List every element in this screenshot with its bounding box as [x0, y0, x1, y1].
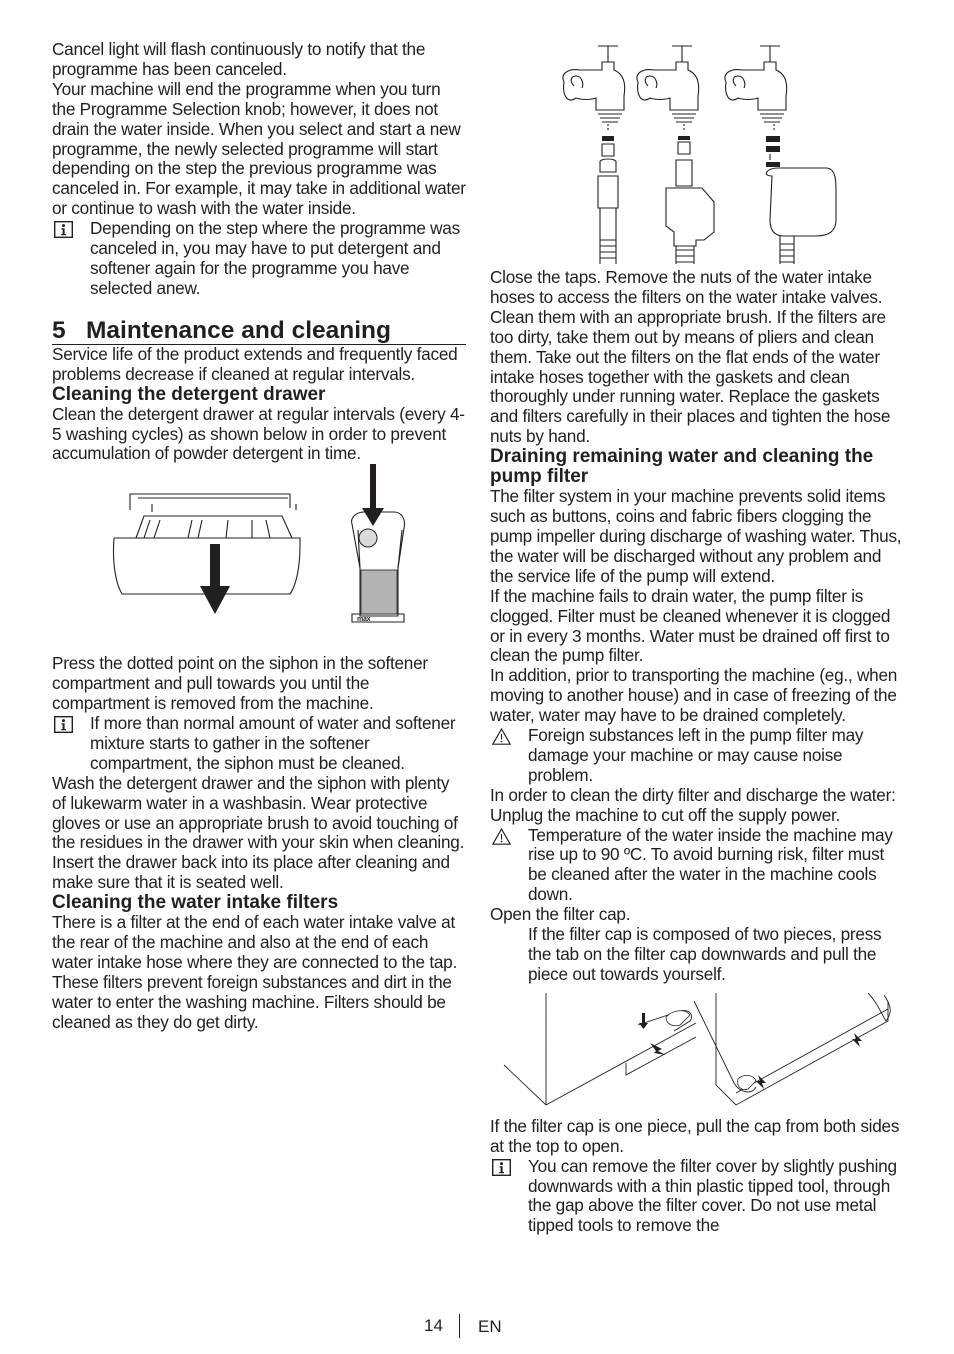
paragraph: Open the filter cap.: [490, 904, 631, 925]
paragraph: In addition, prior to transporting the machine (eg., when moving to another house) and in case of freezing of the water, water may have to be drained completely.: [490, 665, 898, 726]
left-column: [52, 40, 466, 1033]
section-title: Maintenance and cleaning: [86, 316, 391, 344]
warning-icon: [492, 828, 511, 845]
right-column: [490, 40, 904, 1236]
info-note: [52, 714, 466, 774]
subheading: Cleaning the water intake filters: [52, 892, 339, 914]
info-icon: [54, 716, 73, 733]
info-icon: [492, 1159, 511, 1176]
water-intake-taps-figure: [490, 40, 904, 268]
paragraph: If the machine fails to drain water, the pump filter is clogged. Filter must be cleaned whenever it is clogged or in every 3 months. Water must be drained off first to clean the pump filter.: [490, 585, 891, 666]
paragraph: Press the dotted point on the siphon in the softener compartment and pull towards you until the compartment is removed from the machine.: [52, 653, 428, 714]
paragraph: Cancel light will flash continuously to notify that the programme has been canceled.: [52, 39, 426, 79]
paragraph: If the filter cap is composed of two pieces, press the tab on the filter cap downwards and pull the piece out towards yourself.: [528, 924, 882, 984]
info-note: [490, 1157, 904, 1237]
warning-note: [490, 826, 904, 906]
paragraph: Clean the detergent drawer at regular intervals (every 4-5 washing cycles) as shown below in order to prevent accumulation of powder detergent in time.: [52, 403, 465, 464]
info-note: [52, 219, 466, 299]
paragraph: In order to clean the dirty filter and discharge the water:: [490, 784, 896, 805]
subheading: Cleaning the detergent drawer: [52, 383, 326, 405]
footer-divider: [459, 1314, 460, 1338]
section-number: 5: [52, 316, 66, 344]
paragraph: There is a filter at the end of each water intake valve at the rear of the machine and also at the end of each water intake hose where they are connected to the tap. These filters prevent foreign substances and dirt in the water to enter the washing machine. Filters should be cleaned as they do get dirty.: [52, 912, 457, 1032]
info-icon: [54, 221, 73, 238]
subheading: Draining remaining water and cleaning the pump filter: [490, 446, 874, 488]
filter-cap-figure: [490, 993, 904, 1117]
page-number: 14: [424, 1316, 443, 1335]
warning-note: [490, 726, 904, 786]
section-heading: [52, 316, 466, 345]
note-text: Depending on the step where the programme was canceled in, you may have to put detergent and softener again for the programme you have selected anew.: [90, 218, 460, 298]
max-label: max: [357, 616, 371, 624]
warning-icon: [492, 728, 511, 745]
paragraph: The filter system in your machine prevents solid items such as buttons, coins and fabric fibers clogging the pump impeller during discharge of washing water. Thus, the water will be discharged without any problem and the service life of the pump will extend.: [490, 486, 902, 586]
note-text: You can remove the filter cover by slightly pushing downwards with a thin plastic tipped tool, through the gap above the filter cover. Do not use metal tipped tools to remove the: [528, 1155, 897, 1236]
paragraph: Close the taps. Remove the nuts of the water intake hoses to access the filters on the water intake valves. Clean them with an appropriate brush. If the filters are too dirty, take them out by means of pliers and clean them. Take out the filters on the flat ends of the water intake hoses together with the gaskets and clean thoroughly under running water. Replace the gaskets and filters carefully in their places and tighten the hose nuts by hand.: [490, 267, 891, 447]
paragraph: Wash the detergent drawer and the siphon with plenty of lukewarm water in a washbasin. Wear protective gloves or use an appropriate brush to avoid touching of the residues in the drawer with your skin when cleaning. Insert the drawer back into its place after cleaning and make sure that it is seated well.: [52, 772, 465, 893]
detergent-drawer-figure: [52, 464, 466, 654]
note-text: Temperature of the water inside the machine may rise up to 90 ºC. To avoid burning risk, filter must be cleaned after the water in the machine cools down.: [528, 824, 893, 905]
language-code: EN: [478, 1317, 502, 1336]
paragraph: Unplug the machine to cut off the supply power.: [490, 804, 841, 825]
paragraph: If the filter cap is one piece, pull the cap from both sides at the top to open.: [490, 1115, 900, 1156]
paragraph: Your machine will end the programme when you turn the Programme Selection knob; however, it does not drain the water inside. When you select and start a new programme, the newly selected programme will start depending on the step the previous programme was canceled in. For example, it may take in additional water or continue to wash with the water inside.: [52, 78, 466, 219]
note-text: Foreign substances left in the pump filter may damage your machine or may cause noise problem.: [528, 725, 864, 785]
paragraph: Service life of the product extends and frequently faced problems decrease if cleaned at regular intervals.: [52, 343, 458, 384]
page-footer: [0, 1314, 954, 1340]
note-text: If more than normal amount of water and softener mixture starts to gather in the softener compartment, the siphon must be cleaned.: [90, 713, 456, 773]
